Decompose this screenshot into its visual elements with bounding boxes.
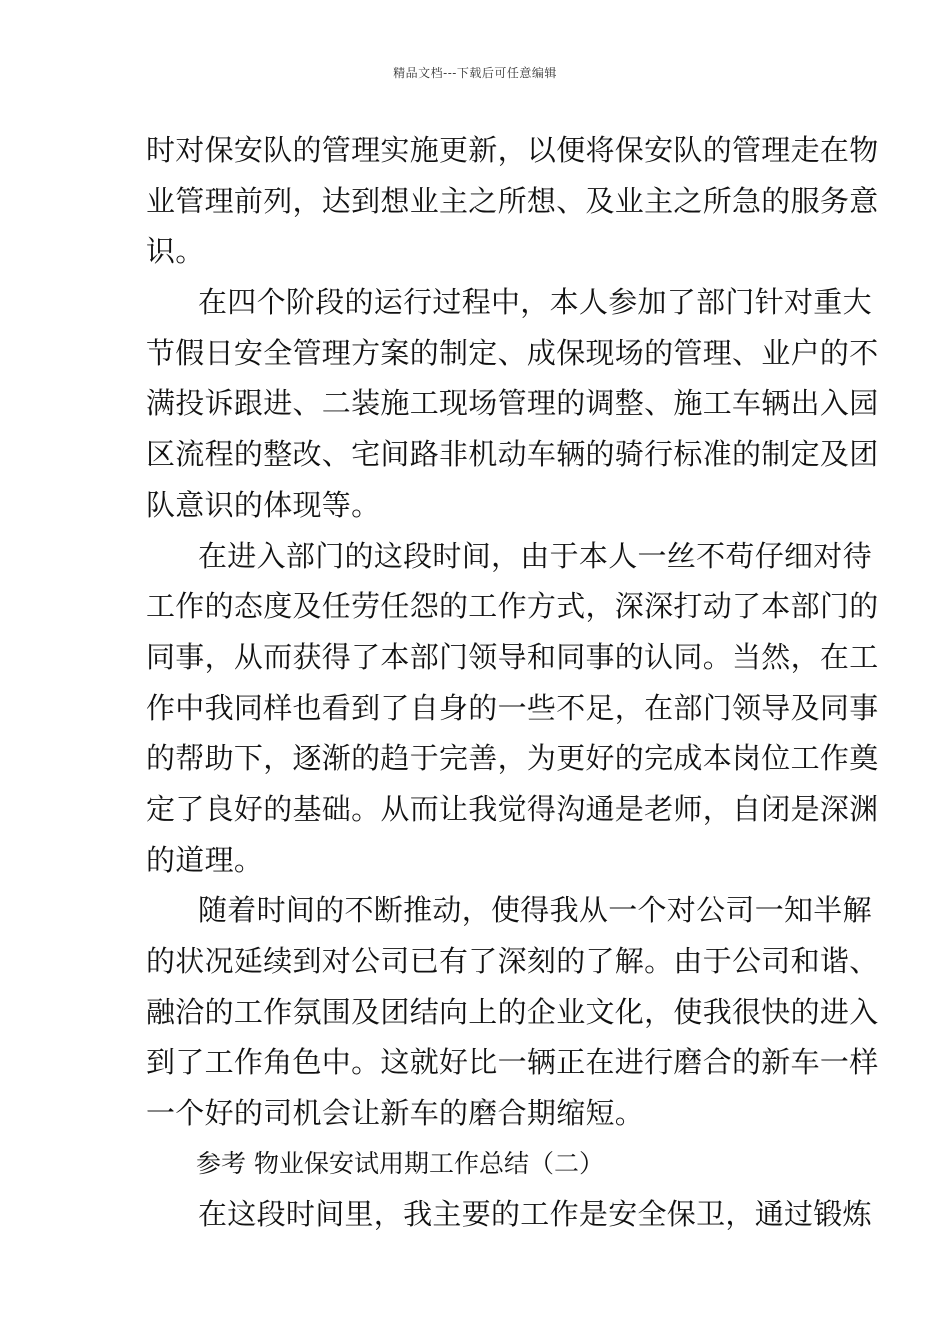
paragraph-first-line: 在进入部门的这段时间，由于本人一丝不苟仔细对待: [198, 538, 872, 573]
text-line: 区流程的整改、宅间路非机动车辆的骑行标准的制定及团: [146, 437, 879, 472]
document-body: [146, 125, 879, 1240]
text-line: 满投诉跟进、二装施工现场管理的调整、施工车辆出入园: [146, 386, 879, 421]
text-line: 识。: [146, 234, 205, 269]
text-line: 作中我同样也看到了自身的一些不足，在部门领导及同事: [146, 690, 879, 725]
text-line: 融洽的工作氛围及团结向上的企业文化，使我很快的进入: [146, 994, 879, 1029]
text-line: 的状况延续到对公司已有了深刻的了解。由于公司和谐、: [146, 944, 879, 978]
text-line: 到了工作角色中。这就好比一辆正在进行磨合的新车一样: [146, 1045, 879, 1080]
text-line: 业管理前列，达到想业主之所想、及业主之所急的服务意: [146, 183, 879, 218]
text-line: 工作的态度及任劳任怨的工作方式，深深打动了本部门的: [146, 589, 879, 624]
text-line: 节假日安全管理方案的制定、成保现场的管理、业户的不: [146, 335, 879, 370]
text-line: 的帮助下，逐渐的趋于完善，为更好的完成本岗位工作奠: [146, 741, 879, 776]
section-heading: 参考 物业保安试用期工作总结（二）: [196, 1148, 604, 1178]
text-line: 时对保安队的管理实施更新，以便将保安队的管理走在物: [146, 133, 879, 167]
paragraph-first-line: 在四个阶段的运行过程中，本人参加了部门针对重大: [198, 285, 872, 320]
text-line: 一个好的司机会让新车的磨合期缩短。: [146, 1096, 645, 1131]
text-line: 同事，从而获得了本部门领导和同事的认同。当然，在工: [146, 639, 879, 674]
paragraph-first-line: 在这段时间里，我主要的工作是安全保卫，通过锻炼: [198, 1197, 872, 1232]
text-line: 的道理。: [146, 842, 264, 877]
page-header: 精品文档---下载后可任意编辑: [393, 66, 557, 80]
text-line: 定了良好的基础。从而让我觉得沟通是老师，自闭是深渊: [146, 791, 879, 826]
text-line: 队意识的体现等。: [146, 487, 381, 522]
paragraph-first-line: 随着时间的不断推动，使得我从一个对公司一知半解: [198, 893, 872, 928]
